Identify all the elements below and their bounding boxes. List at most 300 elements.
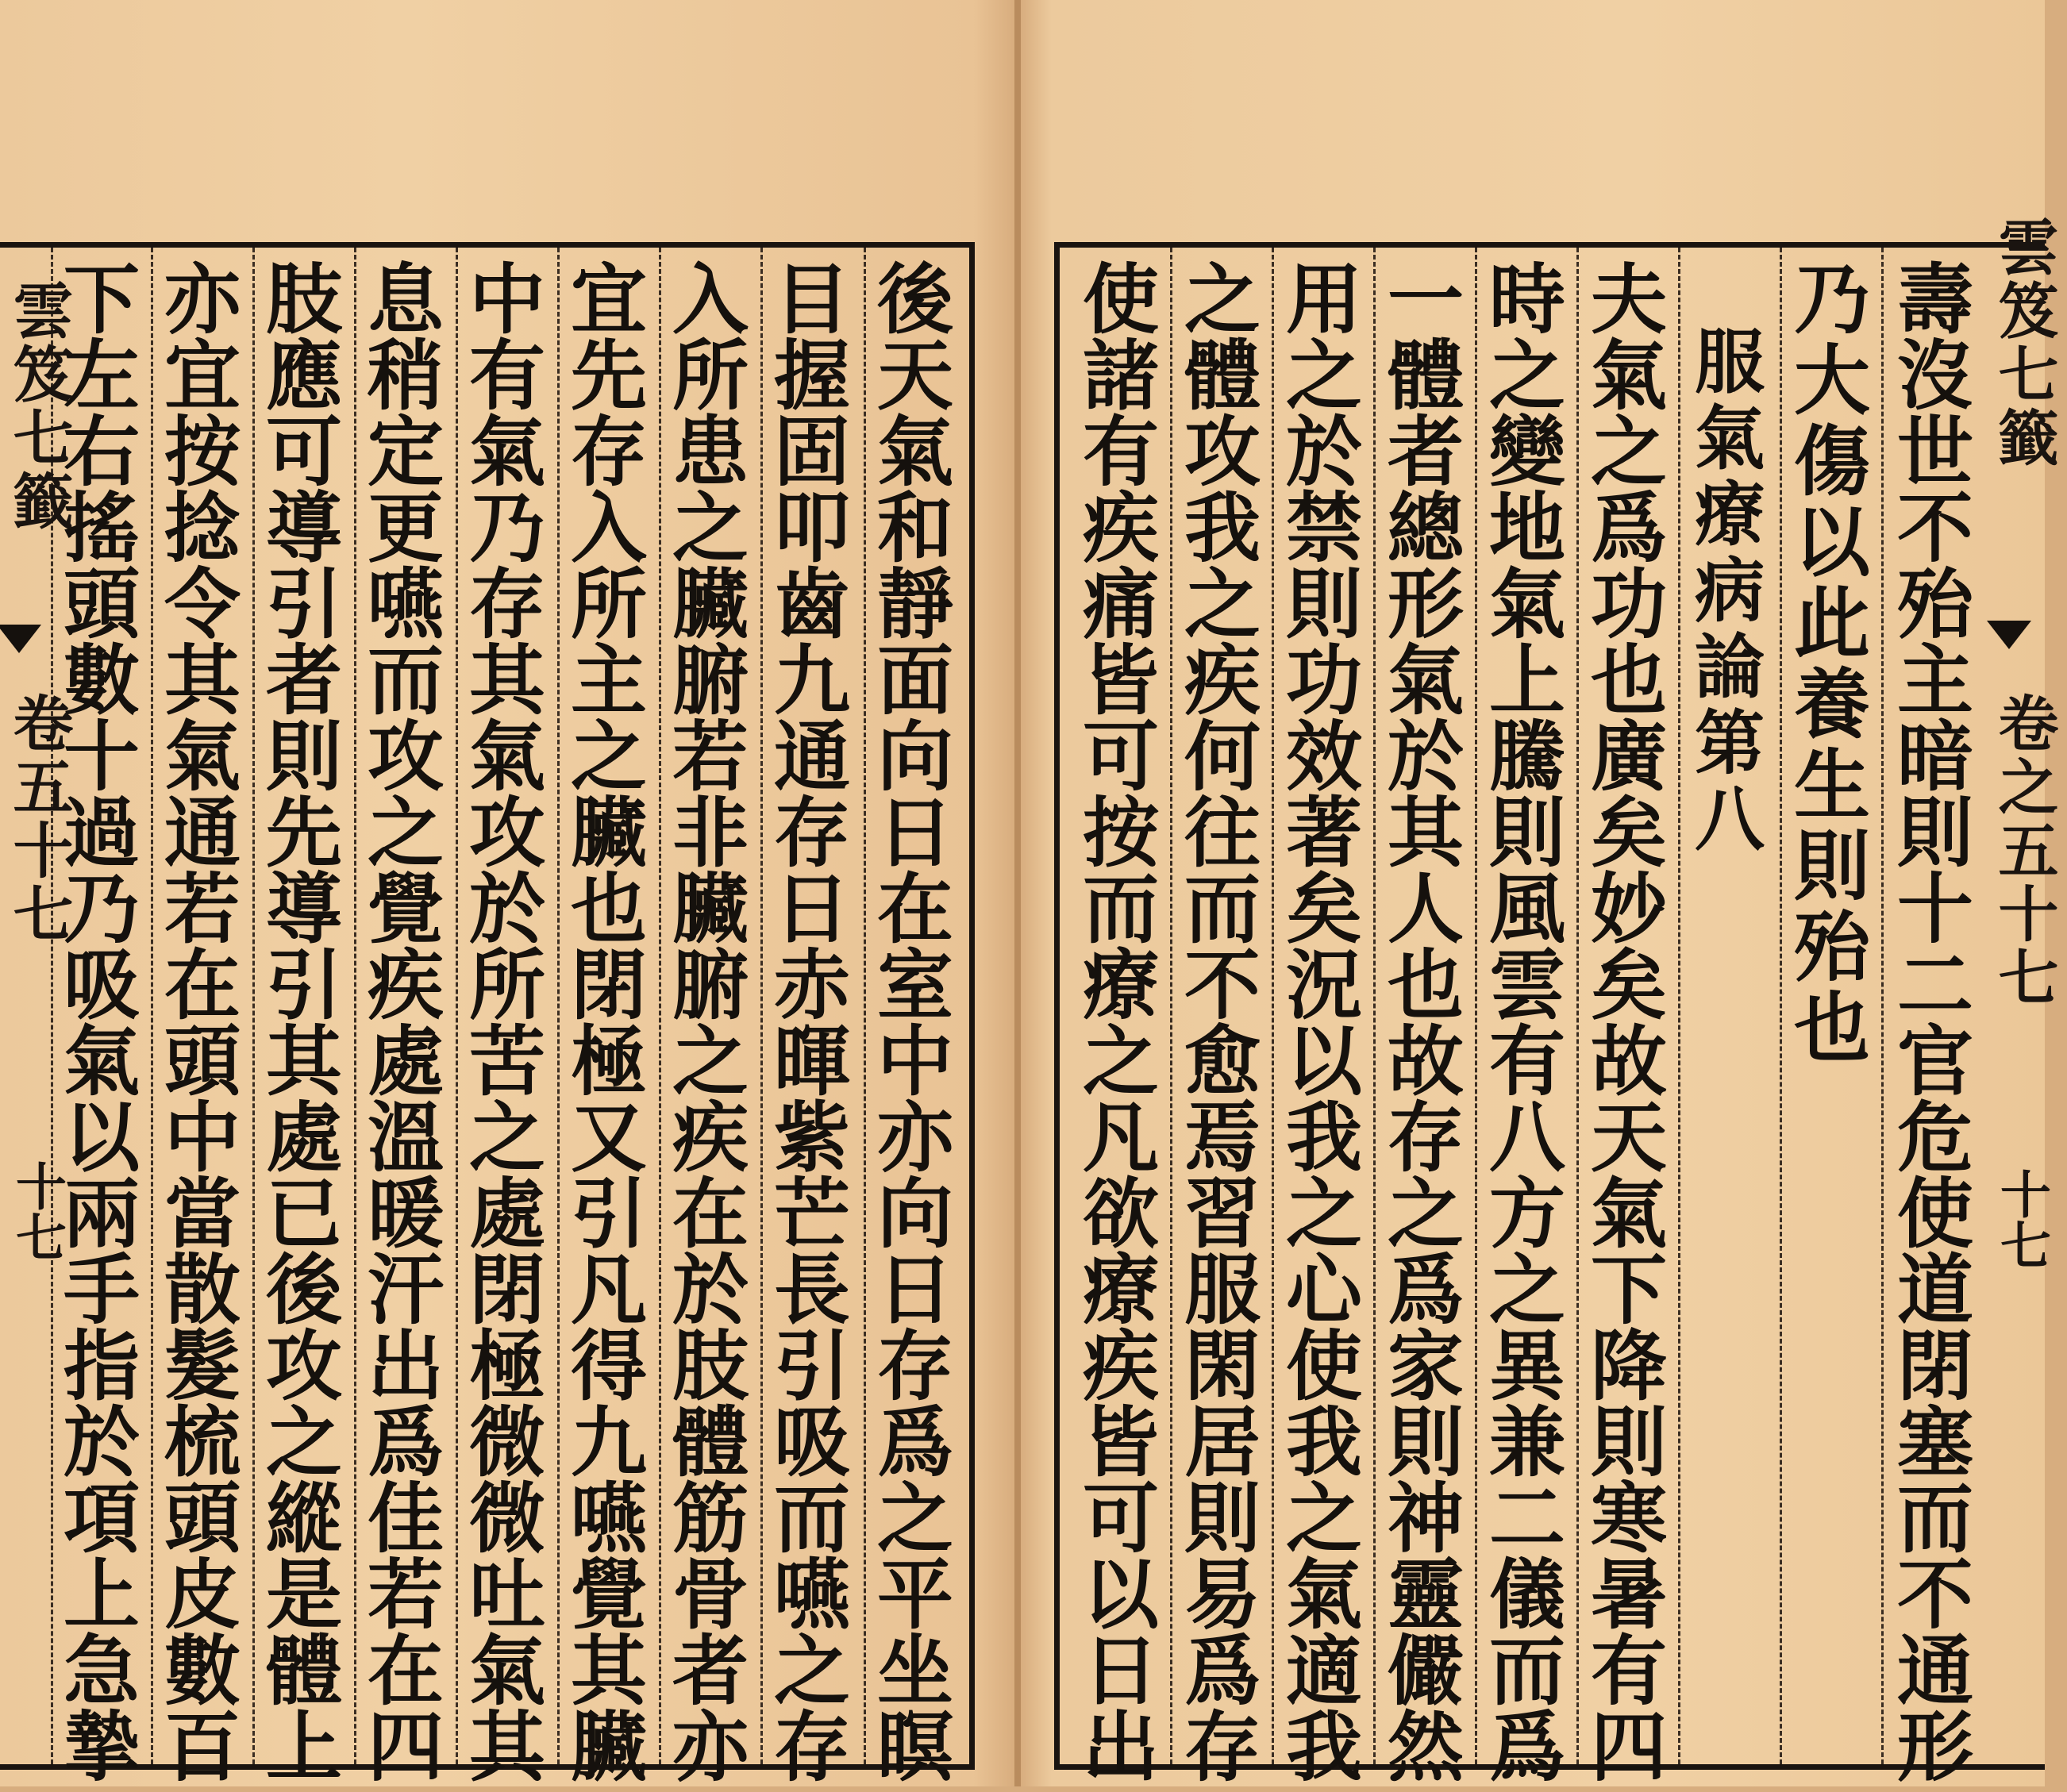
glyph: 之: [1184, 255, 1261, 344]
glyph: 攻: [1184, 407, 1261, 497]
glyph: 傷: [1794, 417, 1870, 506]
glyph: 心: [1286, 1245, 1362, 1335]
glyph: 於: [64, 1398, 140, 1487]
glyph: 極: [469, 1321, 545, 1411]
glyph: 然: [1388, 1702, 1464, 1792]
glyph: 有: [1489, 1017, 1565, 1106]
glyph: 疾: [1184, 636, 1261, 725]
glyph: 風: [1489, 864, 1565, 954]
glyph: 其: [469, 636, 545, 725]
glyph: 微: [469, 1474, 545, 1563]
glyph: 變: [1489, 407, 1565, 497]
margin-title: 雲笈七籤: [1988, 216, 2059, 470]
glyph: 爲: [1591, 483, 1667, 573]
glyph: 髮: [164, 1321, 241, 1411]
glyph: 二: [1897, 940, 1973, 1030]
glyph: 握: [774, 331, 850, 421]
glyph: 亦: [672, 1702, 749, 1792]
glyph: 所: [469, 940, 545, 1030]
glyph: 我: [1286, 1093, 1362, 1182]
glyph: 和: [877, 483, 953, 573]
glyph: 捻: [164, 483, 241, 573]
glyph: 暖: [368, 1169, 444, 1259]
glyph: 第: [1695, 702, 1765, 784]
glyph: 體: [672, 1398, 749, 1487]
glyph: 上: [64, 1550, 140, 1640]
glyph: 摯: [64, 1702, 140, 1792]
glyph: 兼: [1489, 1398, 1565, 1487]
glyph: 以: [1794, 498, 1870, 587]
glyph: 赤: [774, 940, 850, 1030]
glyph: 搖: [64, 483, 140, 573]
glyph: 之: [469, 1093, 545, 1182]
glyph: 而: [1083, 864, 1159, 954]
glyph: 凡: [571, 1245, 647, 1335]
glyph: 乃: [1794, 255, 1870, 344]
glyph: 何: [1184, 712, 1261, 802]
glyph: 乃: [469, 483, 545, 573]
glyph: 臟: [571, 788, 647, 878]
glyph: 危: [1897, 1093, 1973, 1182]
glyph: 肢: [266, 255, 342, 344]
glyph: 處: [368, 1017, 444, 1106]
glyph: 覺: [368, 864, 444, 954]
glyph: 矣: [1591, 940, 1667, 1030]
glyph: 引: [266, 940, 342, 1030]
glyph: 矣: [1591, 788, 1667, 878]
glyph: 吐: [469, 1550, 545, 1640]
glyph: 患: [672, 407, 749, 497]
glyph: 則: [1184, 1474, 1261, 1563]
glyph: 八: [1489, 1093, 1565, 1182]
glyph: 乃: [64, 864, 140, 954]
left-margin-center: [0, 248, 969, 1764]
glyph: 骨: [672, 1550, 749, 1640]
glyph: 在: [877, 864, 953, 954]
glyph: 長: [774, 1245, 850, 1335]
glyph: 以: [1286, 1017, 1362, 1106]
glyph: 兩: [64, 1169, 140, 1259]
glyph: 下: [1591, 1245, 1667, 1335]
glyph: 數: [64, 636, 140, 725]
glyph: 可: [266, 407, 342, 497]
glyph: 之: [1286, 331, 1362, 421]
glyph: 應: [266, 331, 342, 421]
glyph: 肢: [672, 1321, 749, 1411]
glyph: 者: [266, 636, 342, 725]
glyph: 不: [1897, 483, 1973, 573]
glyph: 十: [1897, 864, 1973, 954]
glyph: 極: [571, 1017, 647, 1106]
glyph: 者: [672, 1626, 749, 1716]
glyph: 往: [1184, 788, 1261, 878]
glyph: 於: [1286, 407, 1362, 497]
glyph: 夫: [1591, 255, 1667, 344]
glyph: 異: [1489, 1321, 1565, 1411]
glyph: 也: [1794, 983, 1870, 1073]
glyph: 筋: [672, 1474, 749, 1563]
glyph: 引: [266, 560, 342, 649]
glyph: 中: [877, 1017, 953, 1106]
glyph: 百: [164, 1702, 241, 1792]
glyph: 左: [64, 331, 140, 421]
glyph: 是: [266, 1550, 342, 1640]
glyph: 儀: [1489, 1550, 1565, 1640]
margin-page-number: 十七: [7, 1160, 67, 1262]
glyph: 下: [64, 255, 140, 344]
glyph: 氣: [1591, 331, 1667, 421]
glyph: 之: [672, 483, 749, 573]
glyph: 日: [877, 788, 953, 878]
glyph: 則: [1897, 788, 1973, 878]
glyph: 體: [1184, 331, 1261, 421]
glyph: 縱: [266, 1474, 342, 1563]
glyph: 塞: [1897, 1398, 1973, 1487]
glyph: 當: [164, 1169, 241, 1259]
glyph: 腑: [672, 636, 749, 725]
glyph: 而: [1897, 1474, 1973, 1563]
glyph: 指: [64, 1321, 140, 1411]
glyph: 頭: [164, 1474, 241, 1563]
glyph: 使: [1083, 255, 1159, 344]
glyph: 中: [164, 1093, 241, 1182]
glyph: 功: [1591, 560, 1667, 649]
glyph: 十: [64, 712, 140, 802]
glyph: 愈: [1184, 1017, 1261, 1106]
glyph: 出: [368, 1321, 444, 1411]
glyph: 嚥: [571, 1474, 647, 1563]
glyph: 氣: [469, 407, 545, 497]
glyph: 面: [877, 636, 953, 725]
glyph: 存: [1388, 1093, 1464, 1182]
glyph: 更: [368, 483, 444, 573]
glyph: 於: [1388, 712, 1464, 802]
glyph: 欲: [1083, 1169, 1159, 1259]
glyph: 主: [571, 636, 647, 725]
glyph: 體: [266, 1626, 342, 1716]
glyph: 以: [64, 1093, 140, 1182]
glyph: 溫: [368, 1093, 444, 1182]
glyph: 之: [1083, 1017, 1159, 1106]
glyph: 嚥: [774, 1550, 850, 1640]
glyph: 苦: [469, 1017, 545, 1106]
glyph: 爲: [368, 1398, 444, 1487]
glyph: 我: [1184, 483, 1261, 573]
fishtail-mark: [0, 625, 41, 653]
margin-juan: 卷之五十七: [1988, 692, 2059, 1009]
glyph: 道: [1897, 1245, 1973, 1335]
glyph: 項: [64, 1474, 140, 1563]
glyph: 吸: [64, 940, 140, 1030]
glyph: 可: [1083, 712, 1159, 802]
glyph: 腑: [672, 940, 749, 1030]
glyph: 處: [469, 1169, 545, 1259]
glyph: 息: [368, 255, 444, 344]
glyph: 導: [266, 864, 342, 954]
glyph: 氣: [877, 407, 953, 497]
glyph: 在: [164, 940, 241, 1030]
glyph: 暉: [774, 1017, 850, 1106]
glyph: 焉: [1184, 1093, 1261, 1182]
glyph: 之: [774, 1626, 850, 1716]
glyph: 八: [1695, 778, 1765, 860]
glyph: 手: [64, 1245, 140, 1335]
glyph: 叩: [774, 483, 850, 573]
glyph: 疾: [1083, 1321, 1159, 1411]
glyph: 頭: [64, 560, 140, 649]
glyph: 也: [1591, 636, 1667, 725]
glyph: 有: [1591, 1626, 1667, 1716]
glyph: 也: [571, 864, 647, 954]
glyph: 數: [164, 1626, 241, 1716]
glyph: 其: [266, 1017, 342, 1106]
glyph: 療: [1695, 473, 1765, 556]
glyph: 日: [877, 1245, 953, 1335]
glyph: 矣: [1286, 864, 1362, 954]
glyph: 臟: [672, 864, 749, 954]
glyph: 妙: [1591, 864, 1667, 954]
glyph: 氣: [1695, 397, 1765, 479]
glyph: 我: [1286, 1702, 1362, 1792]
right-page: [1021, 0, 2059, 1792]
glyph: 此: [1794, 579, 1870, 668]
glyph: 病: [1695, 549, 1765, 632]
glyph: 固: [774, 407, 850, 497]
glyph: 生: [1794, 740, 1870, 830]
glyph: 存: [571, 407, 647, 497]
glyph: 攻: [469, 788, 545, 878]
glyph: 服: [1184, 1245, 1261, 1335]
glyph: 梳: [164, 1398, 241, 1487]
glyph: 降: [1591, 1321, 1667, 1411]
glyph: 之: [266, 1398, 342, 1487]
glyph: 家: [1388, 1321, 1464, 1411]
glyph: 嚥: [368, 560, 444, 649]
glyph: 四: [368, 1702, 444, 1792]
glyph: 齒: [774, 560, 850, 649]
glyph: 暗: [1897, 712, 1973, 802]
glyph: 則: [1388, 1398, 1464, 1487]
glyph: 閉: [571, 940, 647, 1030]
glyph: 出: [1083, 1702, 1159, 1792]
glyph: 主: [1897, 636, 1973, 725]
glyph: 服: [1695, 321, 1765, 403]
glyph: 時: [1489, 255, 1565, 344]
glyph: 騰: [1489, 712, 1565, 802]
glyph: 之: [877, 1474, 953, 1563]
glyph: 靈: [1388, 1550, 1464, 1640]
glyph: 九: [774, 636, 850, 725]
glyph: 後: [266, 1245, 342, 1335]
glyph: 導: [266, 483, 342, 573]
glyph: 之: [1286, 1169, 1362, 1259]
glyph: 天: [877, 331, 953, 421]
glyph: 稍: [368, 331, 444, 421]
right-text-frame: [1054, 216, 2059, 1792]
margin-title: 雲笈七籤: [3, 279, 74, 533]
right-margin-center: [1060, 216, 2059, 1764]
glyph: 形: [1897, 1702, 1973, 1792]
glyph: 我: [1286, 1398, 1362, 1487]
glyph: 目: [774, 255, 850, 344]
glyph: 之: [1388, 1169, 1464, 1259]
glyph: 適: [1286, 1626, 1362, 1716]
glyph: 氣: [469, 1626, 545, 1716]
glyph: 地: [1489, 483, 1565, 573]
glyph: 宜: [571, 255, 647, 344]
glyph: 氣: [1489, 560, 1565, 649]
left-text-frame: [0, 242, 975, 1792]
glyph: 痛: [1083, 560, 1159, 649]
glyph: 上: [1489, 636, 1565, 725]
glyph: 後: [877, 255, 953, 344]
glyph: 世: [1897, 407, 1973, 497]
glyph: 一: [1388, 255, 1464, 344]
glyph: 習: [1184, 1169, 1261, 1259]
glyph: 室: [877, 940, 953, 1030]
glyph: 易: [1184, 1550, 1261, 1640]
glyph: 過: [64, 788, 140, 878]
glyph: 方: [1489, 1169, 1565, 1259]
glyph: 非: [672, 788, 749, 878]
glyph: 引: [571, 1169, 647, 1259]
glyph: 殆: [1794, 902, 1870, 992]
glyph: 存: [469, 560, 545, 649]
glyph: 使: [1897, 1169, 1973, 1259]
glyph: 氣: [469, 712, 545, 802]
glyph: 存: [877, 1321, 953, 1411]
glyph: 爲: [1489, 1702, 1565, 1792]
glyph: 紫: [774, 1093, 850, 1182]
glyph: 則: [1286, 560, 1362, 649]
glyph: 疾: [368, 940, 444, 1030]
glyph: 使: [1286, 1321, 1362, 1411]
glyph: 凡: [1083, 1093, 1159, 1182]
glyph: 而: [368, 636, 444, 725]
glyph: 四: [1591, 1702, 1667, 1792]
glyph: 以: [1083, 1550, 1159, 1640]
glyph: 所: [672, 331, 749, 421]
glyph: 靜: [877, 560, 953, 649]
margin-page-number: 十七: [1992, 1168, 2051, 1270]
glyph: 雲: [1489, 940, 1565, 1030]
glyph: 之: [1184, 560, 1261, 649]
glyph: 臟: [672, 560, 749, 649]
glyph: 二: [1489, 1474, 1565, 1563]
glyph: 閑: [1184, 1321, 1261, 1411]
glyph: 通: [164, 788, 241, 878]
glyph: 功: [1286, 636, 1362, 725]
glyph: 之: [1489, 1245, 1565, 1335]
book-gutter: [1014, 0, 1021, 1786]
glyph: 養: [1794, 660, 1870, 749]
glyph: 若: [368, 1550, 444, 1640]
glyph: 覺: [571, 1550, 647, 1640]
glyph: 右: [64, 407, 140, 497]
glyph: 處: [266, 1093, 342, 1182]
glyph: 按: [1083, 788, 1159, 878]
glyph: 人: [1388, 864, 1464, 954]
glyph: 寒: [1591, 1474, 1667, 1563]
glyph: 氣: [164, 712, 241, 802]
glyph: 急: [64, 1626, 140, 1716]
glyph: 宜: [164, 331, 241, 421]
glyph: 其: [164, 636, 241, 725]
glyph: 先: [266, 788, 342, 878]
glyph: 爲: [1184, 1626, 1261, 1716]
glyph: 壽: [1897, 255, 1973, 344]
glyph: 微: [469, 1398, 545, 1487]
glyph: 芒: [774, 1169, 850, 1259]
glyph: 之: [1489, 331, 1565, 421]
glyph: 廣: [1591, 712, 1667, 802]
glyph: 氣: [1388, 636, 1464, 725]
glyph: 儼: [1388, 1626, 1464, 1716]
glyph: 攻: [368, 712, 444, 802]
fishtail-mark: [1987, 621, 2031, 649]
margin-juan: 卷五十七: [3, 692, 74, 946]
glyph: 皆: [1083, 1398, 1159, 1487]
glyph: 體: [1388, 331, 1464, 421]
glyph: 皮: [164, 1550, 241, 1640]
glyph: 佳: [368, 1474, 444, 1563]
glyph: 著: [1286, 788, 1362, 878]
glyph: 頭: [164, 1017, 241, 1106]
glyph: 爲: [877, 1398, 953, 1487]
glyph: 而: [1489, 1626, 1565, 1716]
glyph: 之: [571, 712, 647, 802]
glyph: 平: [877, 1550, 953, 1640]
glyph: 若: [672, 712, 749, 802]
glyph: 瞑: [877, 1702, 953, 1792]
glyph: 官: [1897, 1017, 1973, 1106]
glyph: 於: [672, 1245, 749, 1335]
glyph: 其: [469, 1702, 545, 1792]
glyph: 總: [1388, 483, 1464, 573]
glyph: 向: [877, 712, 953, 802]
glyph: 閉: [1897, 1321, 1973, 1411]
glyph: 不: [1897, 1550, 1973, 1640]
glyph: 爲: [1388, 1245, 1464, 1335]
glyph: 在: [368, 1626, 444, 1716]
glyph: 之: [672, 1017, 749, 1106]
glyph: 日: [774, 864, 850, 954]
glyph: 大: [1794, 336, 1870, 425]
glyph: 疾: [1083, 483, 1159, 573]
glyph: 暑: [1591, 1550, 1667, 1640]
glyph: 不: [1184, 940, 1261, 1030]
left-page: [0, 0, 1014, 1792]
glyph: 用: [1286, 255, 1362, 344]
glyph: 亦: [164, 255, 241, 344]
glyph: 禁: [1286, 483, 1362, 573]
glyph: 沒: [1897, 331, 1973, 421]
glyph: 則: [1591, 1398, 1667, 1487]
glyph: 入: [672, 255, 749, 344]
glyph: 療: [1083, 940, 1159, 1030]
glyph: 存: [1184, 1702, 1261, 1792]
glyph: 形: [1388, 560, 1464, 649]
glyph: 可: [1083, 1474, 1159, 1563]
glyph: 則: [1794, 821, 1870, 911]
glyph: 有: [1083, 407, 1159, 497]
glyph: 存: [774, 1702, 850, 1792]
glyph: 於: [469, 864, 545, 954]
glyph: 皆: [1083, 636, 1159, 725]
glyph: 氣: [1591, 1169, 1667, 1259]
glyph: 其: [571, 1626, 647, 1716]
glyph: 所: [571, 560, 647, 649]
